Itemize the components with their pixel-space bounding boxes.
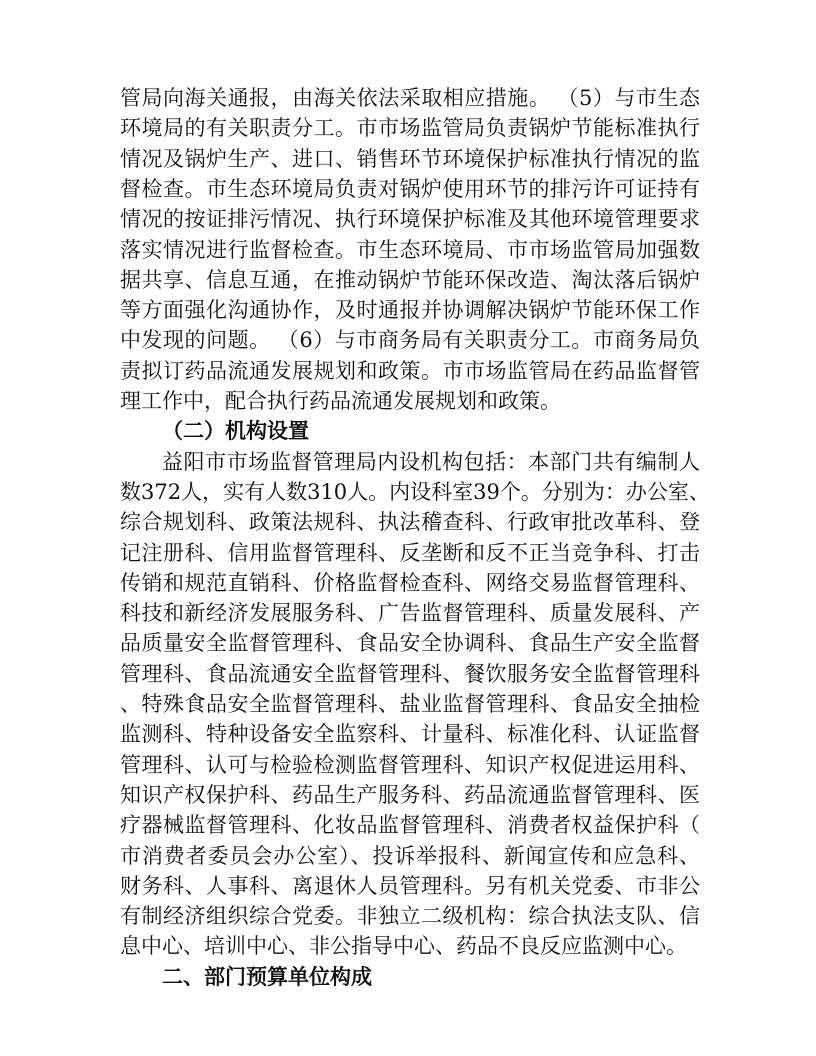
paragraph-line: 管理科、认可与检验检测监督管理科、知识产权促进运用科、 bbox=[120, 752, 700, 777]
paragraph-line: 管局向海关通报，由海关依法采取相应措施。 （5）与市生态 bbox=[120, 86, 700, 110]
paragraph-line: 息中心、培训中心、非公指导中心、药品不良反应监测中心。 bbox=[120, 934, 687, 959]
paragraph-line: 科技和新经济发展服务科、广告监督管理科、质量发展科、产 bbox=[120, 601, 700, 626]
paragraph-line: 益阳市市场监督管理局内设机构包括：本部门共有编制人 bbox=[162, 449, 700, 474]
paragraph-line: 有制经济组织综合党委。非独立二级机构：综合执法支队、信 bbox=[120, 904, 700, 929]
paragraph-line: 监测科、特种设备安全监察科、计量科、标准化科、认证监督 bbox=[120, 722, 700, 747]
paragraph-line: 情况的按证排污情况、执行环境保护标准及其他环境管理要求 bbox=[120, 207, 700, 232]
paragraph-line: 、特殊食品安全监督管理科、盐业监督管理科、食品安全抽检 bbox=[120, 692, 700, 716]
section-heading: （二）机构设置 bbox=[162, 419, 309, 444]
paragraph-line: 情况及锅炉生产、进口、销售环节环境保护标准执行情况的监 bbox=[120, 146, 700, 171]
paragraph-line: 知识产权保护科、药品生产服务科、药品流通监督管理科、医 bbox=[120, 782, 700, 807]
paragraph-line: 品质量安全监督管理科、食品安全协调科、食品生产安全监督 bbox=[120, 631, 700, 656]
paragraph-line: 管理科、食品流通安全监督管理科、餐饮服务安全监督管理科 bbox=[120, 661, 700, 686]
section-heading: 二、部门预算单位构成 bbox=[162, 964, 372, 989]
paragraph-line: 督检查。市生态环境局负责对锅炉使用环节的排污许可证持有 bbox=[120, 176, 700, 201]
paragraph-line: 数372人，实有人数310人。内设科室39个。分别为：办公室、 bbox=[120, 479, 710, 504]
paragraph-line: 据共享、信息互通，在推动锅炉节能环保改造、淘汰落后锅炉 bbox=[120, 267, 700, 292]
paragraph-line: 综合规划科、政策法规科、执法稽查科、行政审批改革科、登 bbox=[120, 510, 700, 535]
paragraph-line: 理工作中，配合执行药品流通发展规划和政策。 bbox=[120, 389, 561, 413]
paragraph-line: 等方面强化沟通协作，及时通报并协调解决锅炉节能环保工作 bbox=[120, 298, 700, 323]
paragraph-line: 市消费者委员会办公室）、投诉举报科、新闻宣传和应急科、 bbox=[120, 843, 700, 868]
paragraph-line: 记注册科、信用监督管理科、反垄断和反不正当竞争科、打击 bbox=[120, 540, 700, 565]
paragraph-line: 财务科、人事科、离退休人员管理科。另有机关党委、市非公 bbox=[120, 873, 700, 898]
paragraph-line: 责拟订药品流通发展规划和政策。市市场监管局在药品监督管 bbox=[120, 358, 700, 383]
paragraph-line: 传销和规范直销科、价格监督检查科、网络交易监督管理科、 bbox=[120, 570, 700, 595]
paragraph-line: 落实情况进行监督检查。市生态环境局、市市场监管局加强数 bbox=[120, 237, 700, 262]
paragraph-line: 中发现的问题。 （6）与市商务局有关职责分工。市商务局负 bbox=[120, 328, 700, 353]
paragraph-line: 环境局的有关职责分工。市市场监管局负责锅炉节能标准执行 bbox=[120, 116, 700, 141]
paragraph-line: 疗器械监督管理科、化妆品监督管理科、消费者权益保护科（ bbox=[120, 813, 700, 838]
